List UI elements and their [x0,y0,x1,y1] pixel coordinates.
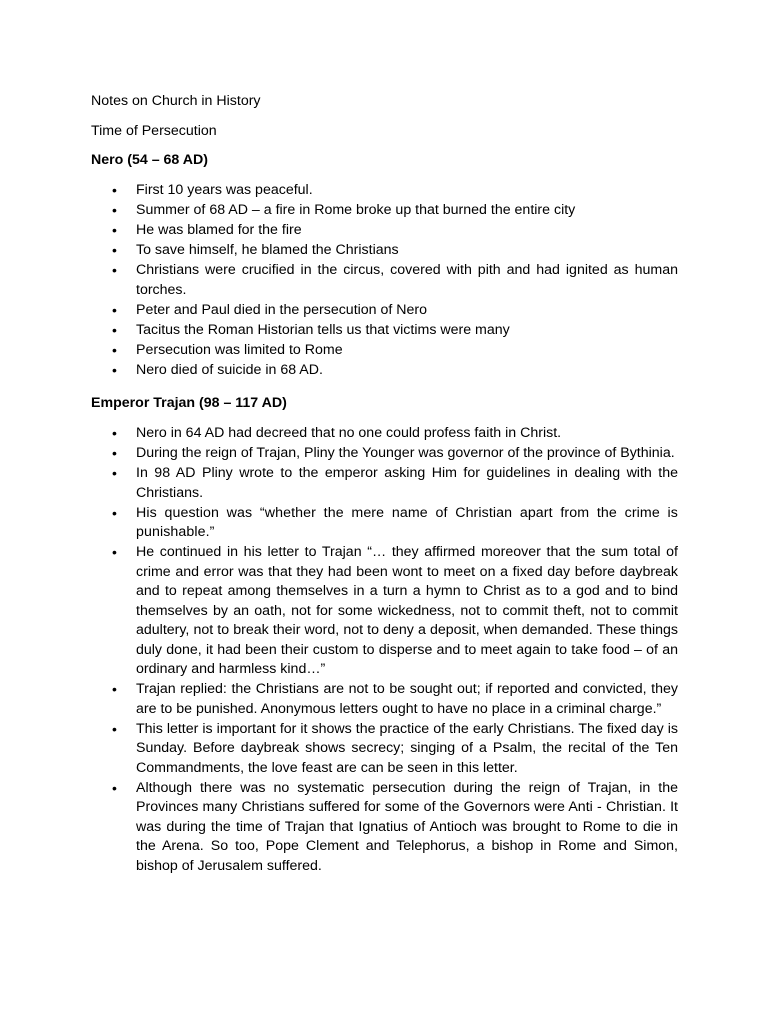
trajan-heading: Emperor Trajan (98 – 117 AD) [91,395,287,411]
bullet-icon: • [112,445,117,461]
list-item-text: He continued in his letter to Trajan “… they affirmed moreover that the sum total of crime and error was that they had been wont to meet on a fixed day before daybreak and to repeat among themselves in a turn a hymn to Christ as to a god and to bind themselves by an oath, not for some wickedness, not to commit theft, not to commit adultery, not to break their word, not to deny a deposit, when demanded. These things duly done, it had been their custom to disperse and to meet again to take food – of an ordinary and harmless kind…” [136,544,678,677]
list-item-text: In 98 AD Pliny wrote to the emperor asking Him for guidelines in dealing with the Christians. [136,465,678,501]
bullet-icon: • [112,222,117,238]
list-item [91,241,678,261]
list-item [91,779,678,877]
bullet-icon: • [112,242,117,258]
nero-heading: Nero (54 – 68 AD) [91,152,208,168]
bullet-icon: • [112,720,117,737]
bullet-icon: • [112,425,117,441]
section-title: Time of Persecution [91,123,217,139]
list-item [91,720,678,779]
list-item [91,464,678,503]
bullet-icon: • [112,681,117,697]
bullet-icon: • [112,779,117,796]
list-item [91,504,678,543]
bullet-icon: • [112,361,117,378]
bullet-icon: • [112,321,117,338]
list-item-text: During the reign of Trajan, Pliny the Younger was governor of the province of Bythinia. [136,445,675,461]
list-item-text: Trajan replied: the Christians are not to be sought out; if reported and convicted, they are to be punished. Anonymous letters ought to have no place in a criminal charge.” [136,681,678,717]
list-item-text: This letter is important for it shows the practice of the early Christians. The fixed day is Sunday. Before daybreak shows secrecy; singing of a Psalm, the recital of the Ten Commandments, the love feast are can be seen in this letter. [136,720,678,776]
bullet-icon: • [112,301,117,318]
bullet-icon: • [112,465,117,481]
list-item [91,201,678,221]
doc-title: Notes on Church in History [91,93,261,109]
list-item [91,444,678,464]
list-item-text: Although there was no systematic persecution during the reign of Trajan, in the Provinces many Christians suffered for some of the Governors were Anti - Christian. It was during the time of Trajan that Ignatius of Antioch was brought to Rome to die in the Arena. So too, Pope Clement and Telephorus, a bishop in Rome and Simon, bishop of Jerusalem suffered. [136,779,678,874]
list-item-text: Nero in 64 AD had decreed that no one could profess faith in Christ. [136,425,562,441]
list-item [91,543,678,680]
list-item-text: Persecution was limited to Rome [136,341,343,358]
bullet-icon: • [112,544,117,560]
list-item [91,424,678,444]
list-item [91,261,678,300]
list-item-text: Peter and Paul died in the persecution of Nero [136,301,428,318]
list-item-text: To save himself, he blamed the Christians [136,242,399,258]
bullet-icon: • [112,262,117,278]
list-item [91,301,678,321]
trajan-list [91,424,678,877]
list-item-text: Christians were crucified in the circus, covered with pith and had ignited as human torches. [136,262,678,298]
nero-list [91,181,678,381]
bullet-icon: • [112,504,118,521]
list-item [91,680,678,719]
list-item-text: Tacitus the Roman Historian tells us that victims were many [136,321,510,338]
bullet-icon: • [112,182,117,198]
list-item [91,361,678,381]
list-item-text: He was blamed for the fire [136,222,302,238]
bullet-icon: • [112,341,117,358]
list-item [91,341,678,361]
list-item-text: Summer of 68 AD – a fire in Rome broke up that burned the entire city [136,202,576,218]
list-item [91,321,678,341]
list-item-text: First 10 years was peaceful. [136,182,313,198]
list-item [91,221,678,241]
bullet-icon: • [112,202,117,218]
list-item-text: His question was “whether the mere name of Christian apart from the crime is punishable.” [136,504,678,540]
list-item [91,181,678,201]
list-item-text: Nero died of suicide in 68 AD. [136,361,323,378]
